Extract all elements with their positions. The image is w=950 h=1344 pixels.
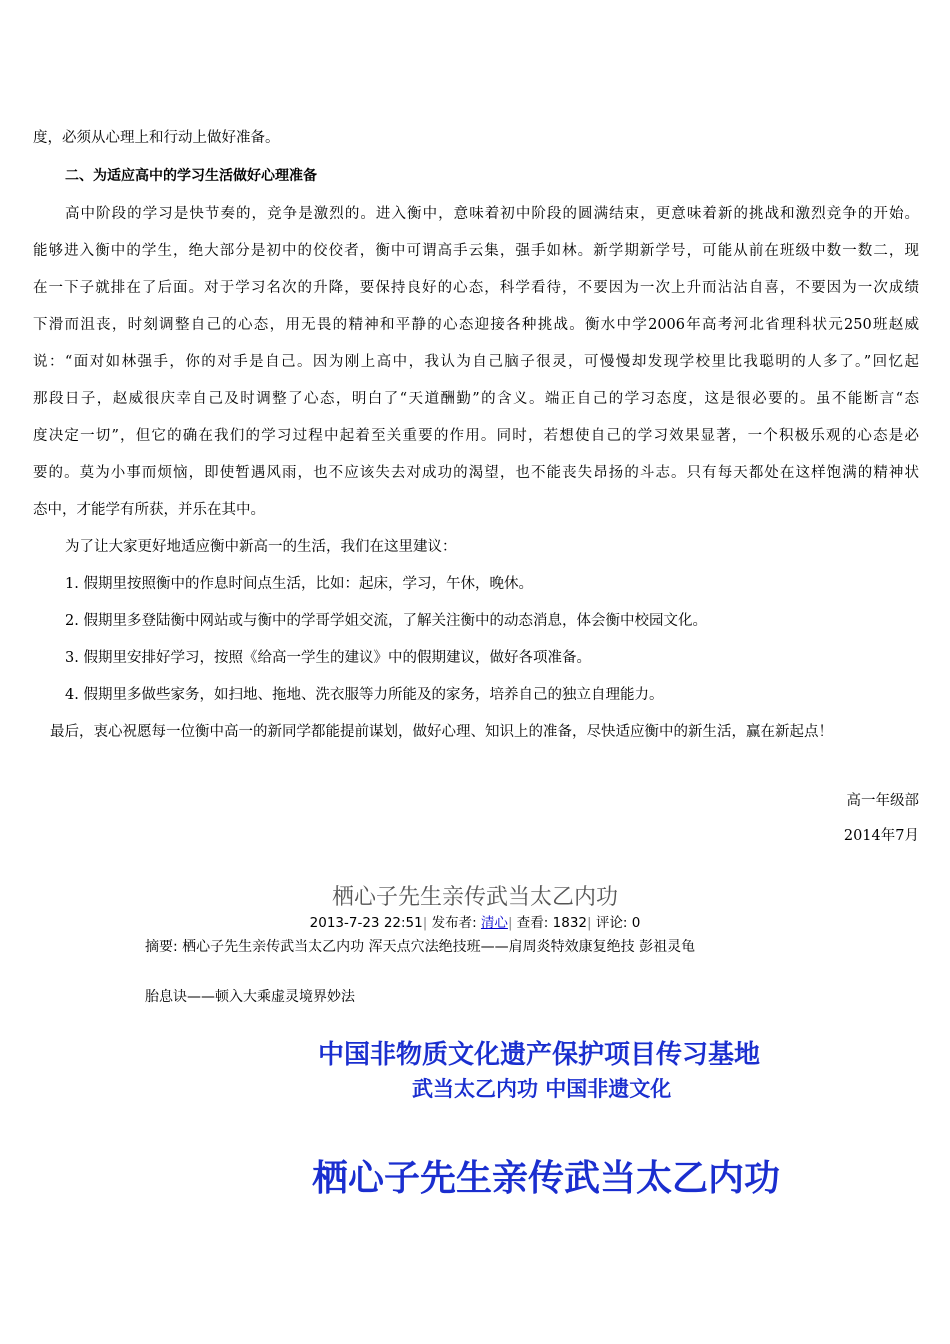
banner-heading-2: 武当太乙内功 中国非遗文化 xyxy=(412,1077,672,1101)
comments-label: 评论: xyxy=(595,915,628,931)
article-title: 栖心子先生亲传武当太乙内功 xyxy=(331,885,618,910)
signature-date: 2014年7月 xyxy=(843,828,919,844)
banner-heading-1: 中国非物质文化遗产保护项目传习基地 xyxy=(318,1040,761,1070)
paragraph-line: 态中，才能学有所获，并乐在其中。 xyxy=(33,502,265,518)
paragraph-line: 度决定一切”，但它的确在我们的学习过程中起着至关重要的作用。同时，若想使自己的学习效果显著，一个积极乐观的心态是必 xyxy=(33,428,919,444)
article-summary: 摘要: 栖心子先生亲传武当太乙内功 浑天点穴法绝技班——肩周炎特效康复绝技 彭祖灵龟 xyxy=(145,939,696,955)
meta-separator: | xyxy=(587,915,592,931)
list-item: 3. 假期里安排好学习，按照《给高一学生的建议》中的假期建议，做好各项准备。 xyxy=(65,650,591,666)
article-summary-cont: 胎息诀——顿入大乘虚灵境界妙法 xyxy=(145,989,355,1005)
meta-separator: | xyxy=(507,915,513,931)
comments-count: 0 xyxy=(631,915,641,931)
paragraph-line: 要的。莫为小事而烦恼，即使暂遇风雨，也不应该失去对成功的渴望，也不能丧失昂扬的斗志。只有每天都处在这样饱满的精神状 xyxy=(33,465,919,481)
signature: 高一年级部 xyxy=(846,793,919,809)
suggestion-intro: 为了让大家更好地适应衡中新高一的生活，我们在这里建议： xyxy=(65,539,457,555)
list-item: 4. 假期里多做些家务，如扫地、拖地、洗衣服等力所能及的家务，培养自己的独立自理能力。 xyxy=(65,687,664,703)
paragraph-line: 下滑而沮丧，时刻调整自己的心态，用无畏的精神和平静的心态迎接各种挑战。衡水中学2006年高考河北省理科状元250班赵威 xyxy=(33,317,919,333)
publisher-link[interactable]: 清心 xyxy=(480,915,508,931)
closing-line: 最后，衷心祝愿每一位衡中高一的新同学都能提前谋划，做好心理、知识上的准备，尽快适应衡中的新生活，赢在新起点！ xyxy=(50,724,833,740)
paragraph-line: 能够进入衡中的学生，绝大部分是初中的佼佼者，衡中可谓高手云集，强手如林。新学期新学号，可能从前在班级中数一数二，现 xyxy=(33,243,919,259)
paragraph-line: 在一下子就排在了后面。对于学习名次的升降，要保持良好的心态，科学看待，不要因为一次上升而沾沾自喜，不要因为一次成绩 xyxy=(33,280,919,296)
list-item: 2. 假期里多登陆衡中网站或与衡中的学哥学姐交流，了解关注衡中的动态消息，体会衡中校园文化。 xyxy=(65,613,707,629)
banner-heading-3: 栖心子先生亲传武当太乙内功 xyxy=(312,1158,781,1199)
meta-separator: | xyxy=(422,915,428,931)
publisher-label: 发布者: xyxy=(431,915,477,931)
paragraph-line: 高中阶段的学习是快节奏的，竞争是激烈的。进入衡中，意味着初中阶段的圆满结束，更意味着新的挑战和激烈竞争的开始。 xyxy=(65,206,919,222)
post-datetime: 2013-7-23 22:51 xyxy=(309,915,423,931)
paragraph-line: 说：“面对如林强手，你的对手是自己。因为刚上高中，我认为自己脑子很灵，可慢慢却发现学校里比我聪明的人多了。”回忆起 xyxy=(33,354,919,370)
paragraph-line: 那段日子，赵威很庆幸自己及时调整了心态，明白了“天道酬勤”的含义。端正自己的学习态度，这是很必要的。虽不能断言“态 xyxy=(33,391,919,407)
list-item: 1. 假期里按照衡中的作息时间点生活，比如：起床，学习，午休，晚休。 xyxy=(65,576,533,592)
section-heading: 二、为适应高中的学习生活做好心理准备 xyxy=(65,168,317,184)
article-meta xyxy=(0,911,950,931)
views-label: 查看: xyxy=(516,915,549,931)
text-line-carryover: 度，必须从心理上和行动上做好准备。 xyxy=(33,130,280,146)
views-count: 1832 xyxy=(552,915,588,931)
